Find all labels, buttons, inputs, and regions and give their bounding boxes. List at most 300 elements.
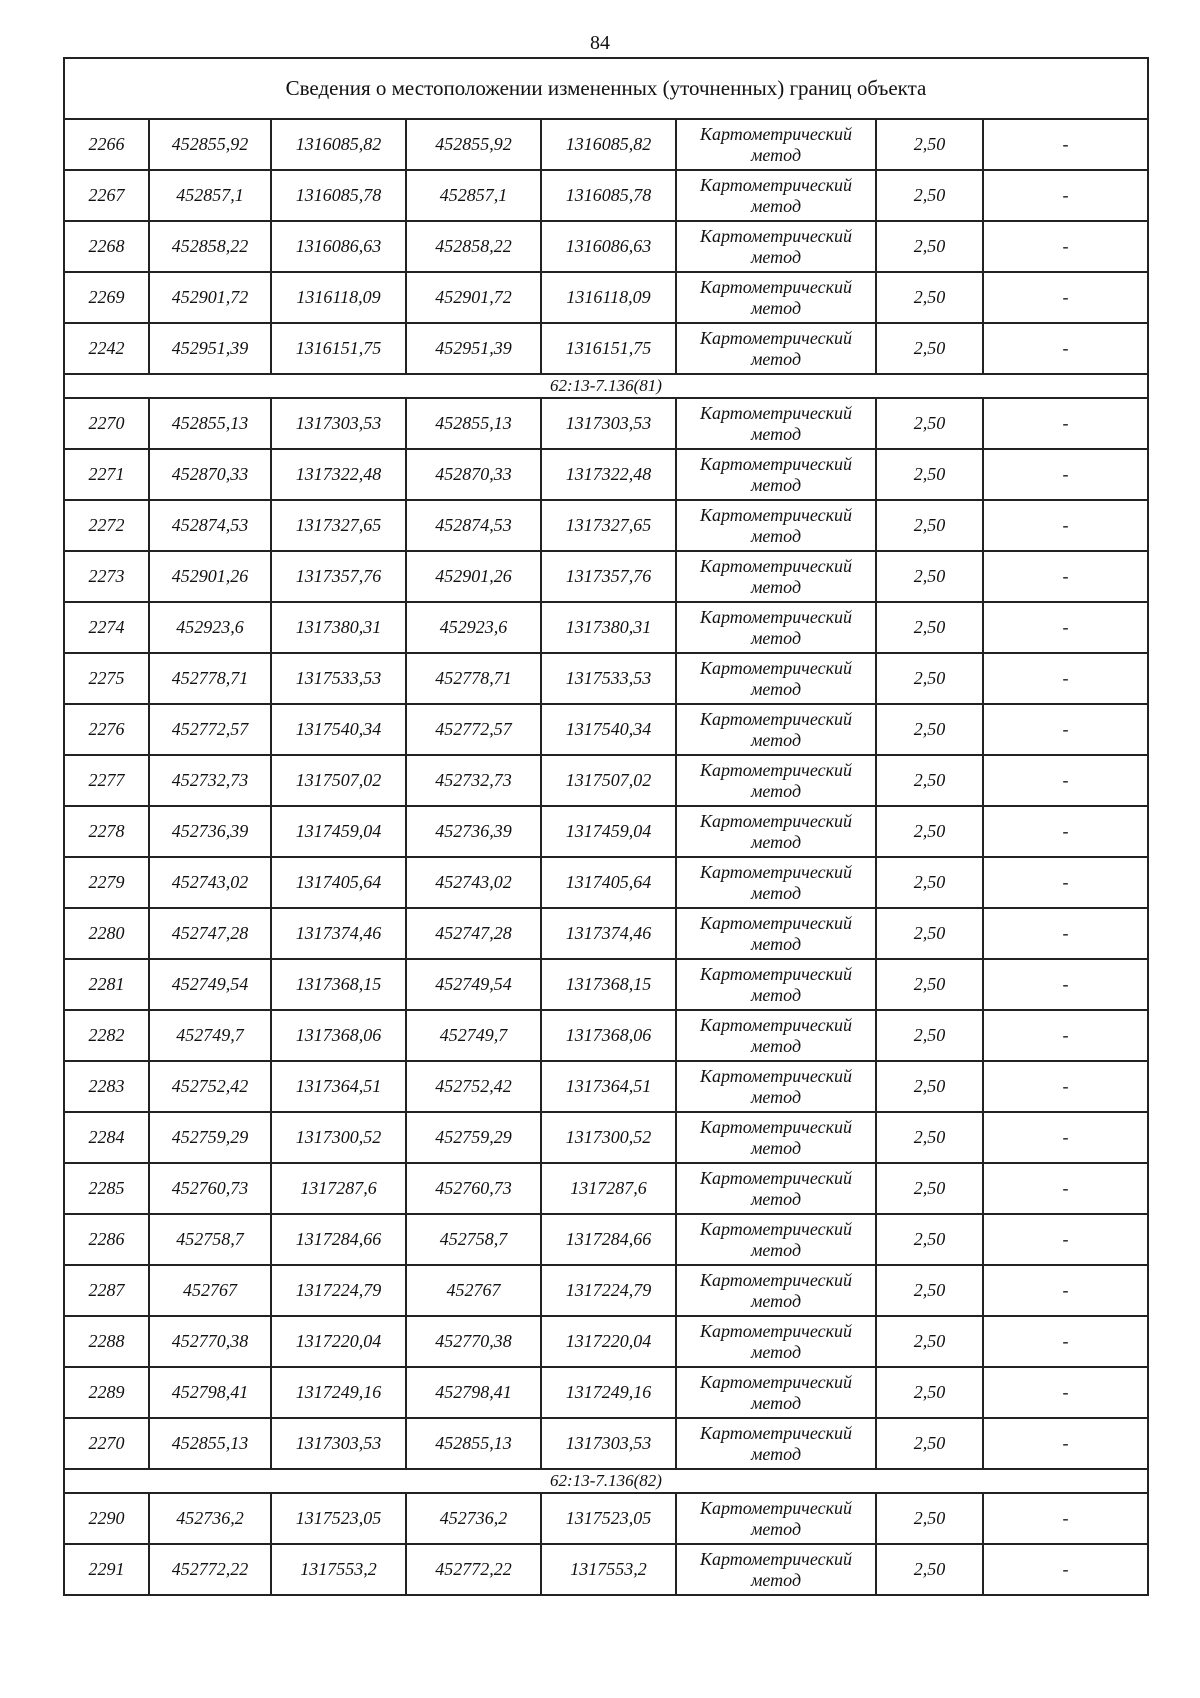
description-cell: - <box>983 398 1148 449</box>
y-existing-cell: 1317303,53 <box>271 398 406 449</box>
y-refined-cell: 1317364,51 <box>541 1061 676 1112</box>
method-line-1: Картометрический <box>699 504 852 525</box>
y-existing-cell: 1317224,79 <box>271 1265 406 1316</box>
method-line-2: метод <box>750 246 802 267</box>
method-cell <box>676 221 876 272</box>
x-existing-cell: 452743,02 <box>149 857 271 908</box>
point-number-cell: 2285 <box>64 1163 149 1214</box>
x-existing-cell: 452778,71 <box>149 653 271 704</box>
y-existing-cell: 1317284,66 <box>271 1214 406 1265</box>
method-line-1: Картометрический <box>699 708 852 729</box>
x-refined-cell: 452752,42 <box>406 1061 541 1112</box>
section-label: 62:13-7.136(82) <box>64 1469 1148 1493</box>
table-row <box>64 500 1148 551</box>
method-line-2: метод <box>750 780 802 801</box>
accuracy-cell: 2,50 <box>876 857 983 908</box>
y-existing-cell: 1317374,46 <box>271 908 406 959</box>
method-line-2: метод <box>750 525 802 546</box>
method-line-1: Картометрический <box>699 1014 852 1035</box>
coordinates-table <box>63 57 1149 1596</box>
x-existing-cell: 452857,1 <box>149 170 271 221</box>
y-existing-cell: 1317303,53 <box>271 1418 406 1469</box>
x-refined-cell: 452759,29 <box>406 1112 541 1163</box>
point-number-cell: 2276 <box>64 704 149 755</box>
method-line-2: метод <box>750 1086 802 1107</box>
x-existing-cell: 452752,42 <box>149 1061 271 1112</box>
y-existing-cell: 1317327,65 <box>271 500 406 551</box>
description-cell: - <box>983 1418 1148 1469</box>
x-refined-cell: 452747,28 <box>406 908 541 959</box>
y-existing-cell: 1317300,52 <box>271 1112 406 1163</box>
x-existing-cell: 452923,6 <box>149 602 271 653</box>
point-number-cell: 2289 <box>64 1367 149 1418</box>
y-refined-cell: 1316086,63 <box>541 221 676 272</box>
x-refined-cell: 452901,26 <box>406 551 541 602</box>
table-row <box>64 1316 1148 1367</box>
x-refined-cell: 452767 <box>406 1265 541 1316</box>
x-refined-cell: 452855,13 <box>406 398 541 449</box>
method-line-2: метод <box>750 348 802 369</box>
table-row <box>64 1493 1148 1544</box>
method-cell <box>676 806 876 857</box>
method-line-2: метод <box>750 831 802 852</box>
method-line-2: метод <box>750 1443 802 1464</box>
y-existing-cell: 1317405,64 <box>271 857 406 908</box>
description-cell: - <box>983 1112 1148 1163</box>
y-refined-cell: 1317284,66 <box>541 1214 676 1265</box>
x-refined-cell: 452749,7 <box>406 1010 541 1061</box>
x-refined-cell: 452770,38 <box>406 1316 541 1367</box>
method-line-1: Картометрический <box>699 912 852 933</box>
x-existing-cell: 452858,22 <box>149 221 271 272</box>
x-existing-cell: 452772,22 <box>149 1544 271 1595</box>
method-cell <box>676 959 876 1010</box>
point-number-cell: 2270 <box>64 1418 149 1469</box>
point-number-cell: 2290 <box>64 1493 149 1544</box>
y-existing-cell: 1317507,02 <box>271 755 406 806</box>
x-existing-cell: 452760,73 <box>149 1163 271 1214</box>
y-refined-cell: 1317368,15 <box>541 959 676 1010</box>
table-row <box>64 1265 1148 1316</box>
method-line-1: Картометрический <box>699 606 852 627</box>
y-existing-cell: 1317368,06 <box>271 1010 406 1061</box>
method-line-2: метод <box>750 1518 802 1539</box>
x-existing-cell: 452855,13 <box>149 398 271 449</box>
x-refined-cell: 452736,2 <box>406 1493 541 1544</box>
table-row <box>64 857 1148 908</box>
y-refined-cell: 1317533,53 <box>541 653 676 704</box>
y-refined-cell: 1317540,34 <box>541 704 676 755</box>
accuracy-cell: 2,50 <box>876 551 983 602</box>
y-existing-cell: 1316118,09 <box>271 272 406 323</box>
description-cell: - <box>983 1061 1148 1112</box>
method-cell <box>676 500 876 551</box>
x-refined-cell: 452951,39 <box>406 323 541 374</box>
accuracy-cell: 2,50 <box>876 1112 983 1163</box>
x-refined-cell: 452772,57 <box>406 704 541 755</box>
description-cell: - <box>983 449 1148 500</box>
x-existing-cell: 452770,38 <box>149 1316 271 1367</box>
x-existing-cell: 452901,72 <box>149 272 271 323</box>
point-number-cell: 2268 <box>64 221 149 272</box>
method-line-2: метод <box>750 195 802 216</box>
x-existing-cell: 452736,2 <box>149 1493 271 1544</box>
method-cell <box>676 1544 876 1595</box>
y-refined-cell: 1317523,05 <box>541 1493 676 1544</box>
x-existing-cell: 452874,53 <box>149 500 271 551</box>
accuracy-cell: 2,50 <box>876 959 983 1010</box>
point-number-cell: 2288 <box>64 1316 149 1367</box>
point-number-cell: 2283 <box>64 1061 149 1112</box>
method-line-2: метод <box>750 729 802 750</box>
description-cell: - <box>983 959 1148 1010</box>
description-cell: - <box>983 1367 1148 1418</box>
point-number-cell: 2281 <box>64 959 149 1010</box>
point-number-cell: 2280 <box>64 908 149 959</box>
method-cell <box>676 653 876 704</box>
table-row <box>64 221 1148 272</box>
x-refined-cell: 452736,39 <box>406 806 541 857</box>
method-cell <box>676 1367 876 1418</box>
method-line-2: метод <box>750 882 802 903</box>
accuracy-cell: 2,50 <box>876 1265 983 1316</box>
method-line-1: Картометрический <box>699 657 852 678</box>
x-refined-cell: 452749,54 <box>406 959 541 1010</box>
point-number-cell: 2270 <box>64 398 149 449</box>
point-number-cell: 2282 <box>64 1010 149 1061</box>
description-cell: - <box>983 323 1148 374</box>
x-existing-cell: 452732,73 <box>149 755 271 806</box>
accuracy-cell: 2,50 <box>876 1367 983 1418</box>
x-existing-cell: 452747,28 <box>149 908 271 959</box>
method-line-2: метод <box>750 1341 802 1362</box>
description-cell: - <box>983 908 1148 959</box>
x-existing-cell: 452951,39 <box>149 323 271 374</box>
method-line-2: метод <box>750 1188 802 1209</box>
table-row <box>64 398 1148 449</box>
method-cell <box>676 1265 876 1316</box>
point-number-cell: 2273 <box>64 551 149 602</box>
description-cell: - <box>983 1265 1148 1316</box>
y-existing-cell: 1316085,78 <box>271 170 406 221</box>
accuracy-cell: 2,50 <box>876 1544 983 1595</box>
method-line-2: метод <box>750 1137 802 1158</box>
point-number-cell: 2274 <box>64 602 149 653</box>
y-refined-cell: 1316085,78 <box>541 170 676 221</box>
method-cell <box>676 1214 876 1265</box>
x-refined-cell: 452855,13 <box>406 1418 541 1469</box>
table-row <box>64 119 1148 170</box>
method-cell <box>676 704 876 755</box>
method-line-1: Картометрический <box>699 402 852 423</box>
x-existing-cell: 452798,41 <box>149 1367 271 1418</box>
method-line-1: Картометрический <box>699 1218 852 1239</box>
point-number-cell: 2284 <box>64 1112 149 1163</box>
accuracy-cell: 2,50 <box>876 449 983 500</box>
accuracy-cell: 2,50 <box>876 908 983 959</box>
method-line-1: Картометрический <box>699 174 852 195</box>
y-refined-cell: 1317553,2 <box>541 1544 676 1595</box>
x-refined-cell: 452855,92 <box>406 119 541 170</box>
y-refined-cell: 1317380,31 <box>541 602 676 653</box>
accuracy-cell: 2,50 <box>876 653 983 704</box>
description-cell: - <box>983 500 1148 551</box>
method-line-1: Картометрический <box>699 123 852 144</box>
accuracy-cell: 2,50 <box>876 806 983 857</box>
y-existing-cell: 1317322,48 <box>271 449 406 500</box>
y-existing-cell: 1317287,6 <box>271 1163 406 1214</box>
method-line-2: метод <box>750 474 802 495</box>
point-number-cell: 2291 <box>64 1544 149 1595</box>
table-row <box>64 272 1148 323</box>
method-line-1: Картометрический <box>699 1548 852 1569</box>
x-existing-cell: 452749,7 <box>149 1010 271 1061</box>
y-existing-cell: 1316086,63 <box>271 221 406 272</box>
method-line-1: Картометрический <box>699 1167 852 1188</box>
method-line-2: метод <box>750 1569 802 1590</box>
method-cell <box>676 1061 876 1112</box>
table-row <box>64 1418 1148 1469</box>
y-refined-cell: 1317287,6 <box>541 1163 676 1214</box>
method-line-2: метод <box>750 297 802 318</box>
x-existing-cell: 452772,57 <box>149 704 271 755</box>
method-line-2: метод <box>750 984 802 1005</box>
table-row <box>64 170 1148 221</box>
method-line-2: метод <box>750 1290 802 1311</box>
y-refined-cell: 1317405,64 <box>541 857 676 908</box>
x-existing-cell: 452736,39 <box>149 806 271 857</box>
y-refined-cell: 1316118,09 <box>541 272 676 323</box>
y-refined-cell: 1317249,16 <box>541 1367 676 1418</box>
y-existing-cell: 1317220,04 <box>271 1316 406 1367</box>
method-line-1: Картометрический <box>699 810 852 831</box>
accuracy-cell: 2,50 <box>876 602 983 653</box>
y-refined-cell: 1316085,82 <box>541 119 676 170</box>
method-line-1: Картометрический <box>699 963 852 984</box>
method-line-2: метод <box>750 627 802 648</box>
method-line-1: Картометрический <box>699 1269 852 1290</box>
point-number-cell: 2279 <box>64 857 149 908</box>
x-refined-cell: 452798,41 <box>406 1367 541 1418</box>
table-row <box>64 602 1148 653</box>
point-number-cell: 2267 <box>64 170 149 221</box>
description-cell: - <box>983 806 1148 857</box>
x-refined-cell: 452857,1 <box>406 170 541 221</box>
x-existing-cell: 452870,33 <box>149 449 271 500</box>
method-cell <box>676 1112 876 1163</box>
table-title: Сведения о местоположении измененных (уточненных) границ объекта <box>64 58 1148 119</box>
method-line-1: Картометрический <box>699 555 852 576</box>
accuracy-cell: 2,50 <box>876 221 983 272</box>
accuracy-cell: 2,50 <box>876 1163 983 1214</box>
method-cell <box>676 1163 876 1214</box>
table-row <box>64 908 1148 959</box>
y-refined-cell: 1317224,79 <box>541 1265 676 1316</box>
accuracy-cell: 2,50 <box>876 704 983 755</box>
description-cell: - <box>983 551 1148 602</box>
y-refined-cell: 1317374,46 <box>541 908 676 959</box>
y-refined-cell: 1317303,53 <box>541 1418 676 1469</box>
x-refined-cell: 452858,22 <box>406 221 541 272</box>
point-number-cell: 2266 <box>64 119 149 170</box>
x-existing-cell: 452749,54 <box>149 959 271 1010</box>
description-cell: - <box>983 653 1148 704</box>
description-cell: - <box>983 221 1148 272</box>
x-refined-cell: 452760,73 <box>406 1163 541 1214</box>
section-header-row <box>64 1469 1148 1493</box>
method-cell <box>676 1493 876 1544</box>
point-number-cell: 2287 <box>64 1265 149 1316</box>
x-existing-cell: 452855,13 <box>149 1418 271 1469</box>
method-line-2: метод <box>750 576 802 597</box>
method-line-1: Картометрический <box>699 1497 852 1518</box>
point-number-cell: 2242 <box>64 323 149 374</box>
method-line-2: метод <box>750 1239 802 1260</box>
table-row <box>64 1214 1148 1265</box>
description-cell: - <box>983 170 1148 221</box>
y-refined-cell: 1316151,75 <box>541 323 676 374</box>
accuracy-cell: 2,50 <box>876 755 983 806</box>
x-refined-cell: 452874,53 <box>406 500 541 551</box>
method-cell <box>676 119 876 170</box>
y-existing-cell: 1317357,76 <box>271 551 406 602</box>
point-number-cell: 2278 <box>64 806 149 857</box>
y-refined-cell: 1317300,52 <box>541 1112 676 1163</box>
x-existing-cell: 452901,26 <box>149 551 271 602</box>
y-existing-cell: 1317523,05 <box>271 1493 406 1544</box>
x-refined-cell: 452778,71 <box>406 653 541 704</box>
table-row <box>64 1163 1148 1214</box>
method-line-2: метод <box>750 144 802 165</box>
table-row <box>64 323 1148 374</box>
accuracy-cell: 2,50 <box>876 1418 983 1469</box>
x-refined-cell: 452870,33 <box>406 449 541 500</box>
x-refined-cell: 452758,7 <box>406 1214 541 1265</box>
description-cell: - <box>983 704 1148 755</box>
description-cell: - <box>983 272 1148 323</box>
method-cell <box>676 1010 876 1061</box>
point-number-cell: 2272 <box>64 500 149 551</box>
table-row <box>64 449 1148 500</box>
x-refined-cell: 452772,22 <box>406 1544 541 1595</box>
table-row <box>64 1061 1148 1112</box>
description-cell: - <box>983 119 1148 170</box>
x-refined-cell: 452732,73 <box>406 755 541 806</box>
y-existing-cell: 1317249,16 <box>271 1367 406 1418</box>
method-cell <box>676 1418 876 1469</box>
table-row <box>64 1544 1148 1595</box>
description-cell: - <box>983 1316 1148 1367</box>
x-refined-cell: 452901,72 <box>406 272 541 323</box>
y-refined-cell: 1317303,53 <box>541 398 676 449</box>
accuracy-cell: 2,50 <box>876 1061 983 1112</box>
y-existing-cell: 1317364,51 <box>271 1061 406 1112</box>
x-existing-cell: 452855,92 <box>149 119 271 170</box>
method-line-1: Картометрический <box>699 759 852 780</box>
y-existing-cell: 1317459,04 <box>271 806 406 857</box>
description-cell: - <box>983 1010 1148 1061</box>
table-body <box>64 58 1148 1595</box>
method-line-1: Картометрический <box>699 1065 852 1086</box>
method-cell <box>676 1316 876 1367</box>
accuracy-cell: 2,50 <box>876 119 983 170</box>
accuracy-cell: 2,50 <box>876 170 983 221</box>
y-existing-cell: 1317368,15 <box>271 959 406 1010</box>
table-row <box>64 959 1148 1010</box>
method-cell <box>676 551 876 602</box>
x-refined-cell: 452923,6 <box>406 602 541 653</box>
accuracy-cell: 2,50 <box>876 272 983 323</box>
y-existing-cell: 1317533,53 <box>271 653 406 704</box>
method-cell <box>676 170 876 221</box>
method-line-1: Картометрический <box>699 1371 852 1392</box>
accuracy-cell: 2,50 <box>876 1214 983 1265</box>
table-row <box>64 1112 1148 1163</box>
description-cell: - <box>983 1214 1148 1265</box>
y-existing-cell: 1317540,34 <box>271 704 406 755</box>
x-existing-cell: 452759,29 <box>149 1112 271 1163</box>
x-existing-cell: 452767 <box>149 1265 271 1316</box>
description-cell: - <box>983 755 1148 806</box>
accuracy-cell: 2,50 <box>876 323 983 374</box>
y-existing-cell: 1316085,82 <box>271 119 406 170</box>
description-cell: - <box>983 1493 1148 1544</box>
y-refined-cell: 1317327,65 <box>541 500 676 551</box>
description-cell: - <box>983 602 1148 653</box>
method-cell <box>676 323 876 374</box>
y-refined-cell: 1317368,06 <box>541 1010 676 1061</box>
table-row <box>64 806 1148 857</box>
y-refined-cell: 1317322,48 <box>541 449 676 500</box>
accuracy-cell: 2,50 <box>876 1493 983 1544</box>
method-line-1: Картометрический <box>699 861 852 882</box>
method-line-2: метод <box>750 933 802 954</box>
y-refined-cell: 1317459,04 <box>541 806 676 857</box>
table-row <box>64 704 1148 755</box>
section-label: 62:13-7.136(81) <box>64 374 1148 398</box>
point-number-cell: 2286 <box>64 1214 149 1265</box>
section-header-row <box>64 374 1148 398</box>
method-cell <box>676 398 876 449</box>
y-existing-cell: 1317553,2 <box>271 1544 406 1595</box>
method-line-1: Картометрический <box>699 1422 852 1443</box>
accuracy-cell: 2,50 <box>876 1316 983 1367</box>
method-line-2: метод <box>750 1392 802 1413</box>
table-row <box>64 551 1148 602</box>
description-cell: - <box>983 1544 1148 1595</box>
y-existing-cell: 1317380,31 <box>271 602 406 653</box>
y-refined-cell: 1317507,02 <box>541 755 676 806</box>
method-cell <box>676 272 876 323</box>
accuracy-cell: 2,50 <box>876 500 983 551</box>
y-refined-cell: 1317357,76 <box>541 551 676 602</box>
point-number-cell: 2271 <box>64 449 149 500</box>
table-row <box>64 653 1148 704</box>
method-line-2: метод <box>750 678 802 699</box>
y-existing-cell: 1316151,75 <box>271 323 406 374</box>
point-number-cell: 2269 <box>64 272 149 323</box>
method-cell <box>676 857 876 908</box>
description-cell: - <box>983 1163 1148 1214</box>
table-row <box>64 1367 1148 1418</box>
page-number: 84 <box>590 32 610 54</box>
x-existing-cell: 452758,7 <box>149 1214 271 1265</box>
method-line-1: Картометрический <box>699 1116 852 1137</box>
point-number-cell: 2275 <box>64 653 149 704</box>
method-line-1: Картометрический <box>699 225 852 246</box>
table-row <box>64 755 1148 806</box>
method-line-2: метод <box>750 1035 802 1056</box>
